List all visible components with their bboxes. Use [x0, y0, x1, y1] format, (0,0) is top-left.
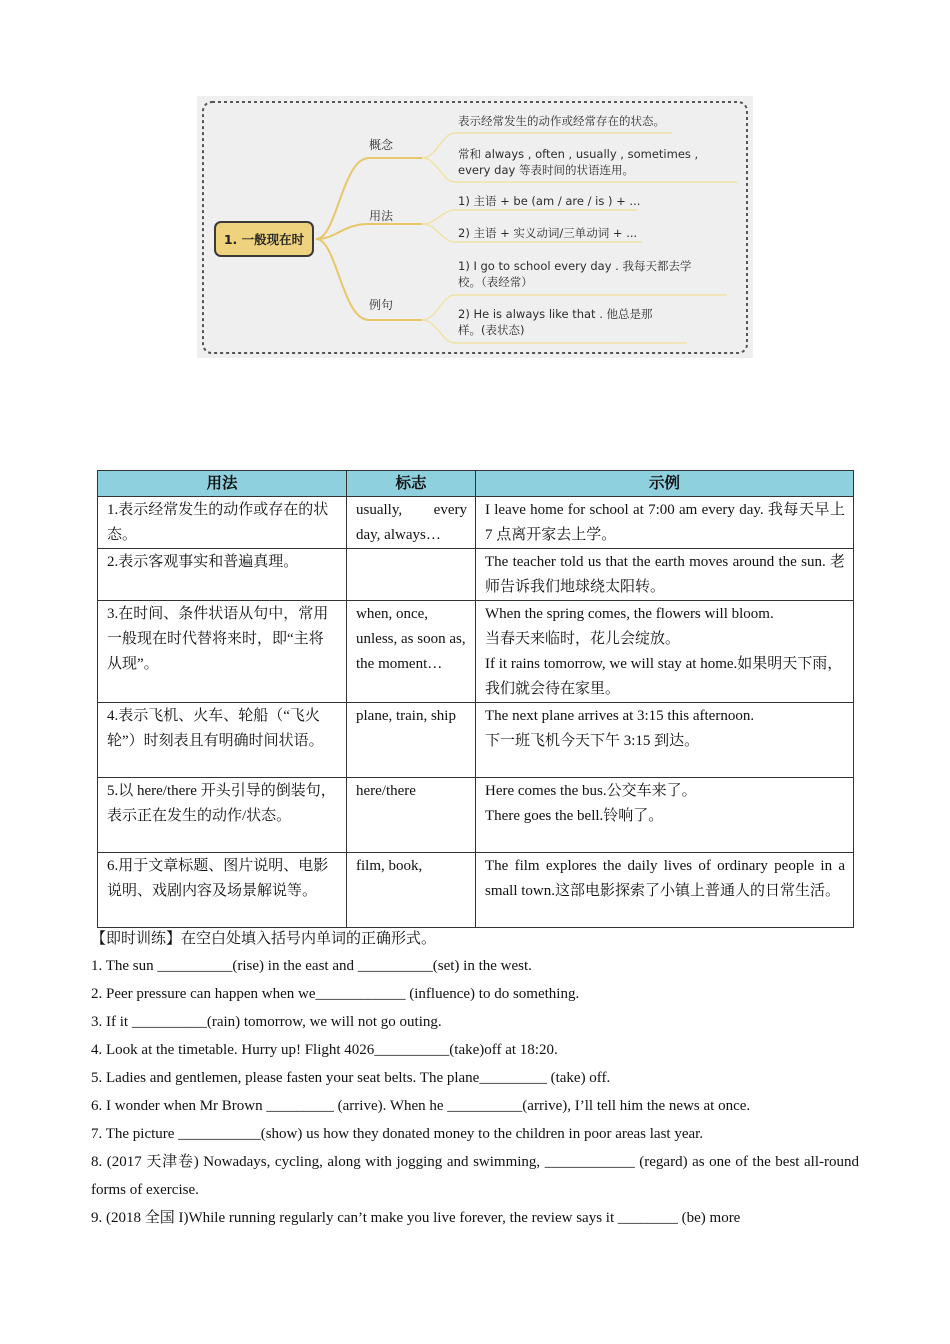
header-marker: 标志	[347, 471, 476, 497]
table-row	[98, 601, 854, 703]
leaf-usage-1: 1) 主语 + be (am / are / is ) + ...	[458, 194, 641, 208]
exercise-item: 5. Ladies and gentlemen, please fasten your seat belts. The plane_________ (take) off.	[91, 1070, 611, 1086]
branch-examples: 例句	[369, 298, 394, 312]
table-header-row	[98, 471, 854, 497]
example-cell	[476, 703, 854, 778]
example-line: There goes the bell.铃响了。	[485, 808, 664, 824]
example-cell	[476, 853, 854, 928]
exercise-item: 1. The sun __________(rise) in the east and __________(set) in the west.	[91, 958, 532, 974]
leaf-example-2: 2) He is always like that . 他总是那样。(表状态)	[458, 307, 653, 337]
exercise-item: 4. Look at the timetable. Hurry up! Flight 4026__________(take)off at 18:20.	[91, 1042, 558, 1058]
table-row	[98, 853, 854, 928]
marker-cell: when, once, unless, as soon as, the moment…	[347, 601, 476, 703]
exercise-item: 3. If it __________(rain) tomorrow, we will not go outing.	[91, 1014, 442, 1030]
marker-cell: here/there	[347, 778, 476, 853]
example-cell	[476, 549, 854, 601]
usage-cell: 2.表示客观事实和普遍真理。	[98, 549, 347, 601]
mind-map-figure	[197, 96, 753, 358]
example-cell	[476, 778, 854, 853]
exercise-section	[91, 926, 859, 1232]
branch-concept: 概念	[369, 138, 394, 152]
example-line: The next plane arrives at 3:15 this afternoon.	[485, 708, 755, 724]
leaf-concept-1: 表示经常发生的动作或经常存在的状态。	[458, 114, 665, 128]
exercise-item: 2. Peer pressure can happen when we____________ (influence) to do something.	[91, 986, 580, 1002]
header-usage: 用法	[98, 471, 347, 497]
leaf-concept-2: 常和 always , often , usually , sometimes , every day 等表时间的状语连用。	[458, 147, 699, 177]
mind-map-root: 1. 一般现在时	[214, 221, 314, 257]
leaf-usage-2: 2) 主语 + 实义动词/三单动词 + ...	[458, 226, 638, 240]
leaf-example-1: 1) I go to school every day . 我每天都去学校。（表经常）	[458, 259, 692, 289]
usage-cell: 3.在时间、条件状语从句中，常用一般现在时代替将来时，即“主将从现”。	[98, 601, 347, 703]
table-row	[98, 778, 854, 853]
example-line: 下一班飞机今天下午 3:15 到达。	[485, 733, 700, 749]
example-line: 当春天来临时，花儿会绽放。	[485, 631, 681, 647]
example-cell	[476, 497, 854, 549]
usage-table	[97, 470, 854, 928]
marker-cell: plane, train, ship	[347, 703, 476, 778]
usage-cell: 5.以 here/there 开头引导的倒装句，表示正在发生的动作/状态。	[98, 778, 347, 853]
usage-cell: 6.用于文章标题、图片说明、电影说明、戏剧内容及场景解说等。	[98, 853, 347, 928]
usage-cell: 4.表示飞机、火车、轮船（“飞火轮”）时刻表且有明确时间状语。	[98, 703, 347, 778]
example-line: When the spring comes, the flowers will bloom.	[485, 606, 774, 622]
example-line: The teacher told us that the earth moves around the sun. 老师告诉我们地球绕太阳转。	[485, 554, 845, 595]
example-cell	[476, 601, 854, 703]
exercise-item: 8. (2017 天津卷) Nowadays, cycling, along with jogging and swimming, ____________ (regard) as one of the best all-round forms of exercise.	[91, 1154, 859, 1198]
header-example: 示例	[476, 471, 854, 497]
table-row	[98, 497, 854, 549]
table-row	[98, 549, 854, 601]
marker-cell: film, book,	[347, 853, 476, 928]
usage-cell: 1.表示经常发生的动作或存在的状态。	[98, 497, 347, 549]
example-line: I leave home for school at 7:00 am every day. 我每天早上 7 点离开家去上学。	[485, 502, 845, 543]
exercise-item: 7. The picture ___________(show) us how they donated money to the children in poor areas last year.	[91, 1126, 704, 1142]
example-line: The film explores the daily lives of ordinary people in a small town.这部电影探索了小镇上普通人的日常生活。	[485, 858, 845, 899]
branch-usage: 用法	[369, 209, 394, 223]
marker-cell	[347, 549, 476, 601]
exercise-item: 6. I wonder when Mr Brown _________ (arrive). When he __________(arrive), I’ll tell him the news at once.	[91, 1098, 751, 1114]
exercise-item: 9. (2018 全国 I)While running regularly can’t make you live forever, the review says it ________ (be) more	[91, 1210, 741, 1226]
exercise-title: 【即时训练】在空白处填入括号内单词的正确形式。	[91, 931, 437, 947]
example-line: If it rains tomorrow, we will stay at home.如果明天下雨，我们就会待在家里。	[485, 656, 843, 697]
table-row	[98, 703, 854, 778]
marker-cell: usually, every day, always…	[347, 497, 476, 549]
example-line: Here comes the bus.公交车来了。	[485, 783, 697, 799]
